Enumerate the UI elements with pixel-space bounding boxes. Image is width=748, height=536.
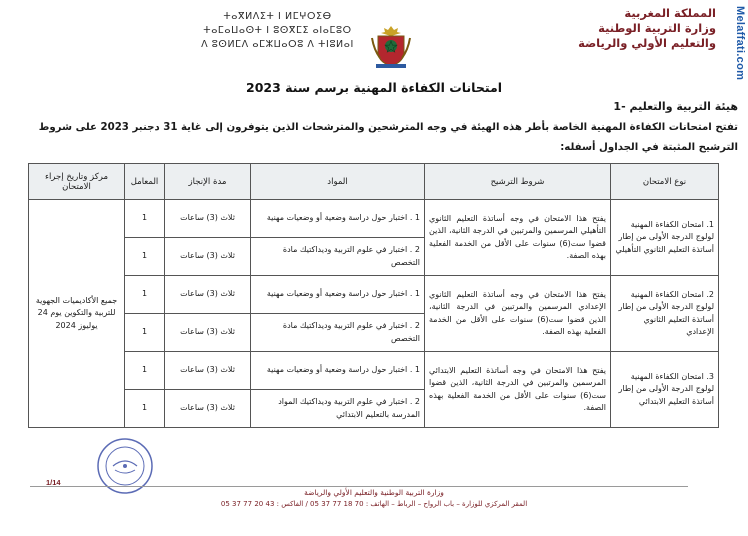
exam-conditions-cell: يفتح هذا الامتحان في وجه أساتذة التعليم الثانوي التأهيلي المرسمين والمرتبين في الدرجة الثانية، الذين قضوا ست(6) سنوات على الأقل من الخدمة الفعلية بهذه الصفة. <box>425 200 611 276</box>
exam-type-cell: 1. امتحان الكفاءة المهنية لولوج الدرجة الأولى من إطار أساتذة التعليم الثانوي التأهيلي <box>611 200 719 276</box>
duration-cell: ثلاث (3) ساعات <box>165 314 251 352</box>
exam-center-date-cell: جميع الأكاديميات الجهوية للتربية والتكوين يوم 24 يوليوز 2024 <box>29 200 125 428</box>
site-watermark: Melaffati.com <box>734 6 746 81</box>
coefficient-cell: 1 <box>125 200 165 238</box>
subject-cell: 2 . اختبار في علوم التربية وديداكتيك المواد المدرسة بالتعليم الابتدائي <box>251 390 425 428</box>
subject-cell: 1 . اختبار حول دراسة وضعية أو وضعيات مهنية <box>251 352 425 390</box>
table-header-row <box>29 164 719 200</box>
table-row <box>29 352 719 390</box>
exam-type-cell: 3. امتحان الكفاءة المهنية لولوج الدرجة الأولى من إطار أساتذة التعليم الابتدائي <box>611 352 719 428</box>
header-tz-line-2: ⵜⴰⵎⴰⵡⴰⵙⵜ ⵏ ⵓⵙⴳⵎⵉ ⴰⵏⴰⵎⵓⵔ <box>203 25 352 36</box>
header-exam-type: نوع الامتحان <box>611 164 719 200</box>
footer-address: المقر المركزي للوزارة – باب الرواح – الرباط – الهاتف : 70 18 77 37 05 / الفاكس : 43 20 77 37 05 <box>220 500 528 508</box>
coefficient-cell: 1 <box>125 238 165 276</box>
header-duration: مدة الإنجاز <box>165 164 251 200</box>
coefficient-cell: 1 <box>125 276 165 314</box>
header-center-date: مركز وتاريخ إجراء الامتحان <box>29 164 125 200</box>
coat-of-arms-icon <box>368 22 414 70</box>
subject-cell: 1 . اختبار حول دراسة وضعية أو وضعيات مهنية <box>251 200 425 238</box>
subject-cell: 1 . اختبار حول دراسة وضعية أو وضعيات مهنية <box>251 276 425 314</box>
header-ar-line-3: والتعليم الأولي والرياضة <box>578 36 716 50</box>
duration-cell: ثلاث (3) ساعات <box>165 352 251 390</box>
section-title: 1- هيئة التربية والتعليم <box>613 100 738 113</box>
exam-type-cell: 2. امتحان الكفاءة المهنية لولوج الدرجة الأولى من إطار أساتذة التعليم الثانوي الإعدادي <box>611 276 719 352</box>
header-subjects: المواد <box>251 164 425 200</box>
subject-cell: 2 . اختبار في علوم التربية وديداكتيك مادة التخصص <box>251 238 425 276</box>
duration-cell: ثلاث (3) ساعات <box>165 390 251 428</box>
coefficient-cell: 1 <box>125 314 165 352</box>
coefficient-cell: 1 <box>125 390 165 428</box>
footer-divider <box>30 486 688 487</box>
table-row <box>29 200 719 238</box>
intro-paragraph: تفتح امتحانات الكفاءة المهنية الخاصة بأطر هذه الهيئة في وجه المترشحين والمترشحات الذين يتوفرون إلى غاية 31 دجنبر 2023 على شروط الترشيح المثبتة في الجداول أسفله: <box>38 122 738 153</box>
page-number: 1/14 <box>46 478 61 487</box>
header-tz-line-1: ⵜⴰⴳⵍⴷⵉⵜ ⵏ ⵍⵎⵖⵔⵉⴱ <box>223 11 332 22</box>
table-row <box>29 276 719 314</box>
exam-conditions-cell: يفتح هذا الامتحان في وجه أساتذة التعليم الثانوي الإعدادي المرسمين والمرتبين في الدرجة الثانية، الذين قضوا ست(6) سنوات على الأقل من الخدمة الفعلية بهذه الصفة. <box>425 276 611 352</box>
duration-cell: ثلاث (3) ساعات <box>165 276 251 314</box>
header-coefficient: المعامل <box>125 164 165 200</box>
header-ar-line-1: المملكة المغربية <box>624 6 716 20</box>
exam-conditions-cell: يفتح هذا الامتحان في وجه أساتذة التعليم الابتدائي المرسمين والمرتبين في الدرجة الثانية، الذين قضوا ست(6) سنوات على الأقل من الخدمة الفعلية بهذه الصفة. <box>425 352 611 428</box>
footer-ministry: وزارة التربية الوطنية والتعليم الأولي والرياضة <box>304 488 444 497</box>
subject-cell: 2 . اختبار في علوم التربية وديداكتيك مادة التخصص <box>251 314 425 352</box>
duration-cell: ثلاث (3) ساعات <box>165 200 251 238</box>
header-arabic <box>486 6 716 51</box>
official-stamp-icon <box>95 436 155 496</box>
exams-table <box>28 163 719 428</box>
coefficient-cell: 1 <box>125 352 165 390</box>
duration-cell: ثلاث (3) ساعات <box>165 238 251 276</box>
page-title: امتحانات الكفاءة المهنية برسم سنة 2023 <box>246 80 502 95</box>
header-ar-line-2: وزارة التربية الوطنية <box>598 21 716 35</box>
header-tz-line-3: ⴷ ⵓⵙⵍⵎⴷ ⴰⵎⵣⵡⴰⵔⵓ ⴷ ⵜⵏⵓⵍⴰⵏ <box>201 39 354 50</box>
header-tifinagh <box>190 10 365 52</box>
header-conditions: شروط الترشيح <box>425 164 611 200</box>
